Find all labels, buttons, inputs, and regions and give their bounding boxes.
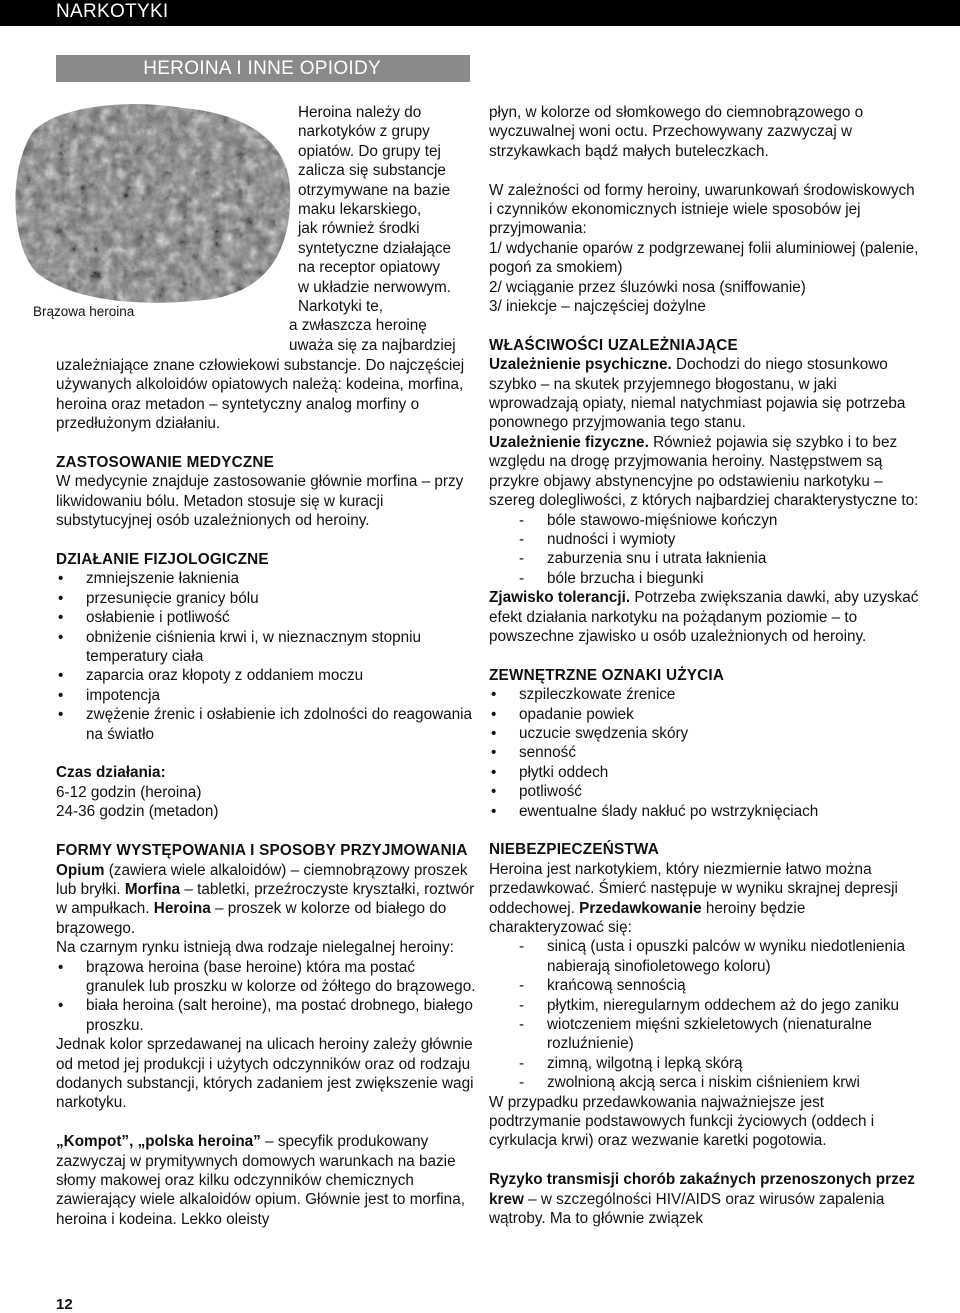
page-number: 12 bbox=[56, 1296, 73, 1313]
list-item: - płytkim, nieregularnym oddechem aż do jego zaniku bbox=[489, 996, 919, 1015]
list-item: - sinicą (usta i opuszki palców w wyniku niedotlenienia nabierają sinofioletowego koloru) bbox=[489, 937, 919, 976]
method-item: 2/ wciąganie przez śluzówki nosa (sniffowanie) bbox=[489, 278, 806, 296]
intro-line: a zwłaszcza heroinę bbox=[289, 317, 427, 335]
medical-use-heading: ZASTOSOWANIE MEDYCZNE bbox=[56, 454, 275, 472]
intro-line: zalicza się substancje bbox=[298, 162, 446, 180]
morphine-term: Morfina bbox=[124, 880, 181, 898]
list-item: • biała heroina (salt heroine), ma postać drobnego, białego proszku. bbox=[56, 996, 476, 1035]
intro-line: jak również środki bbox=[298, 220, 420, 238]
forms-text bbox=[56, 861, 476, 939]
photo-caption: Brązowa heroina bbox=[33, 304, 135, 319]
list-item: • impotencja bbox=[56, 686, 476, 705]
risk-text bbox=[489, 1170, 919, 1228]
section-title: NARKOTYKI bbox=[56, 1, 169, 22]
symptoms-list bbox=[489, 511, 919, 589]
heroin-powder-image bbox=[12, 103, 292, 303]
intro-continuation: uzależniające znane człowiekowi substancje. Do najczęściej używanych alkoloidów opiatowych należą: kodeina, morfina, heroina oraz metadon – syntetyczny analog morfiny o przedłużonym działaniu. bbox=[56, 357, 465, 433]
tolerance-desc: Potrzeba zwiększania dawki, aby uzyskać efekt działania narkotyku na pożądanym poziomie – to powszechne zjawisko u osób uzależnionych od heroiny. bbox=[489, 589, 919, 645]
heroin-term: Heroina bbox=[153, 900, 211, 918]
continuation-text: płyn, w kolorze od słomkowego do ciemnobrązowego o wyczuwalnej woni octu. Przechowywany zazwyczaj w strzykawkach bądź małych buteleczkach. bbox=[489, 104, 864, 160]
physiology-heading: DZIAŁANIE FIZJOLOGICZNE bbox=[56, 551, 269, 569]
list-item: • brązowa heroina (base heroine) która ma postać granulek lub proszku w kolorze od żółtego do brązowego. bbox=[56, 958, 476, 997]
market-intro: Na czarnym rynku istnieją dwa rodzaje nielegalnej heroiny: bbox=[56, 939, 454, 957]
addictive-heading: WŁAŚCIWOŚCI UZALEŻNIAJĄCE bbox=[489, 336, 738, 354]
intro-line: otrzymywane na bazie bbox=[298, 181, 451, 199]
psych-dependence bbox=[489, 355, 919, 433]
left-column bbox=[56, 356, 476, 1229]
list-item: • potliwość bbox=[489, 782, 919, 801]
phys-dependence bbox=[489, 433, 919, 511]
signs-list bbox=[489, 685, 919, 821]
danger-desc: Heroina jest narkotykiem, który niezmiernie łatwo można przedawkować. Śmierć następuje w wyniku skrajnej depresji oddechowej. bbox=[489, 860, 898, 917]
intro-line: syntetyczne działające bbox=[298, 239, 452, 257]
danger-text bbox=[489, 860, 919, 938]
overdose-list bbox=[489, 937, 919, 1092]
list-item: - zimną, wilgotną i lepką skórą bbox=[489, 1054, 919, 1073]
risk-desc: – w szczególności HIV/AIDS oraz wirusów zapalenia wątroby. Ma to głównie związek bbox=[489, 1190, 885, 1228]
list-item: • przesunięcie granicy bólu bbox=[56, 589, 476, 608]
list-item: • uczucie swędzenia skóry bbox=[489, 724, 919, 743]
overdose-desc: heroiny będzie charakteryzować się: bbox=[489, 899, 806, 936]
method-item: 1/ wdychanie oparów z podgrzewanej folii aluminiowej (palenie, pogoń za smokiem) bbox=[489, 239, 919, 277]
right-column bbox=[489, 103, 919, 1228]
kompot-text bbox=[56, 1132, 476, 1229]
phys-term: Uzależnienie fizyczne. bbox=[489, 433, 649, 451]
intro-line: w układzie nerwowym. bbox=[298, 278, 452, 296]
list-item: - bóle stawowo-mięśniowe kończyn bbox=[489, 511, 919, 530]
duration-label: Czas działania: bbox=[56, 764, 166, 782]
list-item: • szpileczkowate źrenice bbox=[489, 685, 919, 704]
article-title-banner bbox=[56, 55, 470, 82]
list-item: - zwolnioną akcją serca i niskim ciśnieniem krwi bbox=[489, 1073, 919, 1092]
psych-desc: Dochodzi do niego stosunkowo szybko – na skutek przyjemnego błogostanu, w jaki wprowadzają opiaty, niemal natychmiast pojawia się potrzeba ponownego przyjmowania tego stanu. bbox=[489, 356, 906, 432]
methods-intro: W zależności od formy heroiny, uwarunkowań środowiskowych i czynników ekonomicznych istnieje wiele sposobów jej przyjmowania: bbox=[489, 181, 915, 238]
overdose-closing: W przypadku przedawkowania najważniejsze jest podtrzymanie podstawowych funkcji życiowych (oddech i cyrkulacja krwi) oraz wezwanie karetki pogotowia. bbox=[489, 1093, 875, 1150]
morphine-desc: – tabletki, przeźroczyste kryształki, roztwór w ampułkach. bbox=[56, 880, 475, 918]
list-item: - nudności i wymioty bbox=[489, 530, 919, 549]
opium-term: Opium bbox=[56, 861, 105, 879]
intro-line: Narkotyki te, bbox=[298, 298, 384, 315]
opium-desc: (zawiera wiele alkaloidów) – ciemnobrązowy proszek lub bryłki. bbox=[56, 861, 468, 898]
medical-use-text: W medycynie znajduje zastosowanie głównie morfina – przy likwidowaniu bólu. Metadon stosuje się w kuracji substytucyjnej osób uzależnionych od heroiny. bbox=[56, 473, 464, 530]
section-header-bar bbox=[0, 0, 960, 26]
duration-line: 24-36 godzin (metadon) bbox=[56, 803, 219, 821]
intro-line: opiatów. Do grupy tej bbox=[298, 142, 441, 160]
intro-line: uważa się za najbardziej bbox=[289, 336, 456, 354]
heroin-types-list bbox=[56, 958, 476, 1036]
phys-desc: Również pojawia się szybko i to bez względu na drogę przyjmowania heroiny. Następstwem są przykre objawy abstynencyjne po odstawieniu narkotyku – szereg dolegliwości, z których najbardziej charakterystyczne to: bbox=[489, 433, 919, 510]
intro-line: maku lekarskiego, bbox=[298, 201, 422, 218]
list-item: - bóle brzucha i biegunki bbox=[489, 569, 919, 588]
list-item: • osłabienie i potliwość bbox=[56, 608, 476, 627]
list-item: • zmniejszenie łaknienia bbox=[56, 569, 476, 588]
tolerance-term: Zjawisko tolerancji. bbox=[489, 589, 631, 607]
physiology-list bbox=[56, 569, 476, 744]
method-item: 3/ iniekcje – najczęściej dożylne bbox=[489, 298, 706, 316]
intro-line: na receptor opiatowy bbox=[298, 259, 441, 277]
color-note: Jednak kolor sprzedawanej na ulicach heroiny zależy głównie od metod jej produkcji i użytych odczynników oraz od rodzaju dodanych substancji, których zadaniem jest zwiększenie wagi narkotyku. bbox=[56, 1036, 474, 1112]
list-item: - wiotczeniem mięśni szkieletowych (nienaturalne rozluźnienie) bbox=[489, 1015, 919, 1054]
kompot-desc: – specyfik produkowany zazwyczaj w prymitywnych domowych warunkach na bazie słomy makowej oraz kilku odczynników chemicznych zawierający wiele alkaloidów opium. Głównie jest to morfina, heroina i kodeina. Lekko oleisty bbox=[56, 1133, 465, 1228]
risk-term: Ryzyko transmisji chorób zakaźnych przenoszonych przez krew bbox=[489, 1171, 915, 1208]
danger-heading: NIEBEZPIECZEŃSTWA bbox=[489, 841, 659, 859]
intro-line: narkotyków z grupy bbox=[298, 123, 430, 141]
list-item: • płytki oddech bbox=[489, 763, 919, 782]
list-item: • obniżenie ciśnienia krwi i, w nieznacznym stopniu temperatury ciała bbox=[56, 628, 476, 667]
list-item: • opadanie powiek bbox=[489, 705, 919, 724]
list-item: - krańcową sennością bbox=[489, 976, 919, 995]
duration-line: 6-12 godzin (heroina) bbox=[56, 783, 202, 801]
list-item: - zaburzenia snu i utrata łaknienia bbox=[489, 549, 919, 568]
intro-line: Heroina należy do bbox=[298, 104, 422, 121]
tolerance-text bbox=[489, 588, 919, 646]
overdose-term: Przedawkowanie bbox=[579, 899, 702, 917]
list-item: • zwężenie źrenic i osłabienie ich zdolności do reagowania na światło bbox=[56, 705, 476, 744]
article-title: HEROINA I INNE OPIOIDY bbox=[143, 58, 381, 79]
kompot-term: „Kompot”, „polska heroina” bbox=[56, 1133, 261, 1151]
forms-heading: FORMY WYSTĘPOWANIA I SPOSOBY PRZYJMOWANIA bbox=[56, 842, 468, 860]
list-item: • senność bbox=[489, 743, 919, 762]
psych-term: Uzależnienie psychiczne. bbox=[489, 356, 672, 374]
list-item: • ewentualne ślady nakłuć po wstrzyknięciach bbox=[489, 802, 919, 821]
signs-heading: ZEWNĘTRZNE OZNAKI UŻYCIA bbox=[489, 666, 725, 684]
list-item: • zaparcia oraz kłopoty z oddaniem moczu bbox=[56, 666, 476, 685]
heroin-photo bbox=[12, 103, 292, 303]
heroin-desc: – proszek w kolorze od białego do brązowego. bbox=[56, 900, 447, 937]
